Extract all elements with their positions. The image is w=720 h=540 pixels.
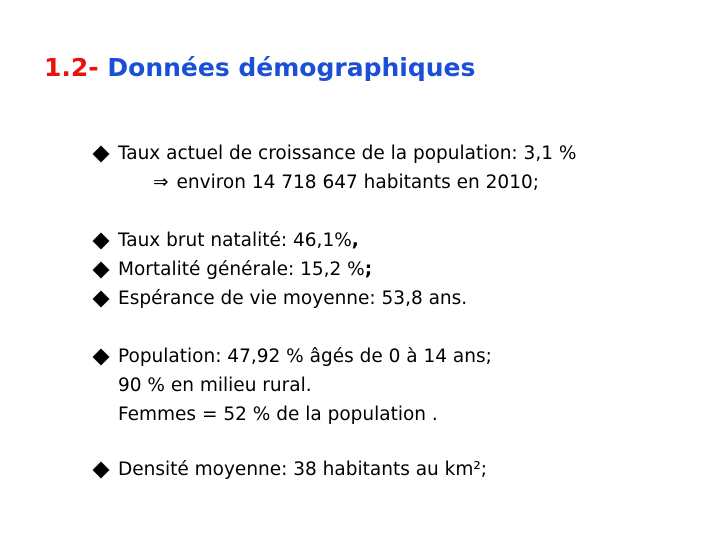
population-estimate-line <box>153 169 539 197</box>
mortality-punctuation: ; <box>364 259 373 280</box>
women-share-text: Femmes = 52 % de la population . <box>118 404 438 425</box>
double-arrow-right-icon: ⇒ <box>153 172 169 193</box>
diamond-bullet-icon <box>93 233 110 250</box>
population-estimate-text: environ 14 718 647 habitants en 2010; <box>176 172 539 193</box>
section-number: 1.2- <box>44 53 99 82</box>
density-text: Densité moyenne: 38 habitants au km²; <box>118 459 488 480</box>
diamond-bullet-icon <box>93 146 110 163</box>
life-expectancy-text: Espérance de vie moyenne: 53,8 ans. <box>118 288 468 309</box>
mortality-line <box>118 256 372 284</box>
birth-rate-punctuation: , <box>351 230 359 251</box>
mortality-text: Mortalité générale: 15,2 % <box>118 259 365 280</box>
growth-rate-text: Taux actuel de croissance de la population: 3,1 % <box>118 143 577 164</box>
birth-rate-line <box>118 227 359 255</box>
section-title: Données démographiques <box>107 53 476 82</box>
diamond-bullet-icon <box>93 262 110 279</box>
birth-rate-text: Taux brut natalité: 46,1% <box>118 230 352 251</box>
diamond-bullet-icon <box>93 462 110 479</box>
population-age-text: Population: 47,92 % âgés de 0 à 14 ans; <box>118 346 492 367</box>
slide-title <box>44 50 475 86</box>
diamond-bullet-icon <box>93 349 110 366</box>
rural-population-text: 90 % en milieu rural. <box>118 375 312 396</box>
diamond-bullet-icon <box>93 291 110 308</box>
